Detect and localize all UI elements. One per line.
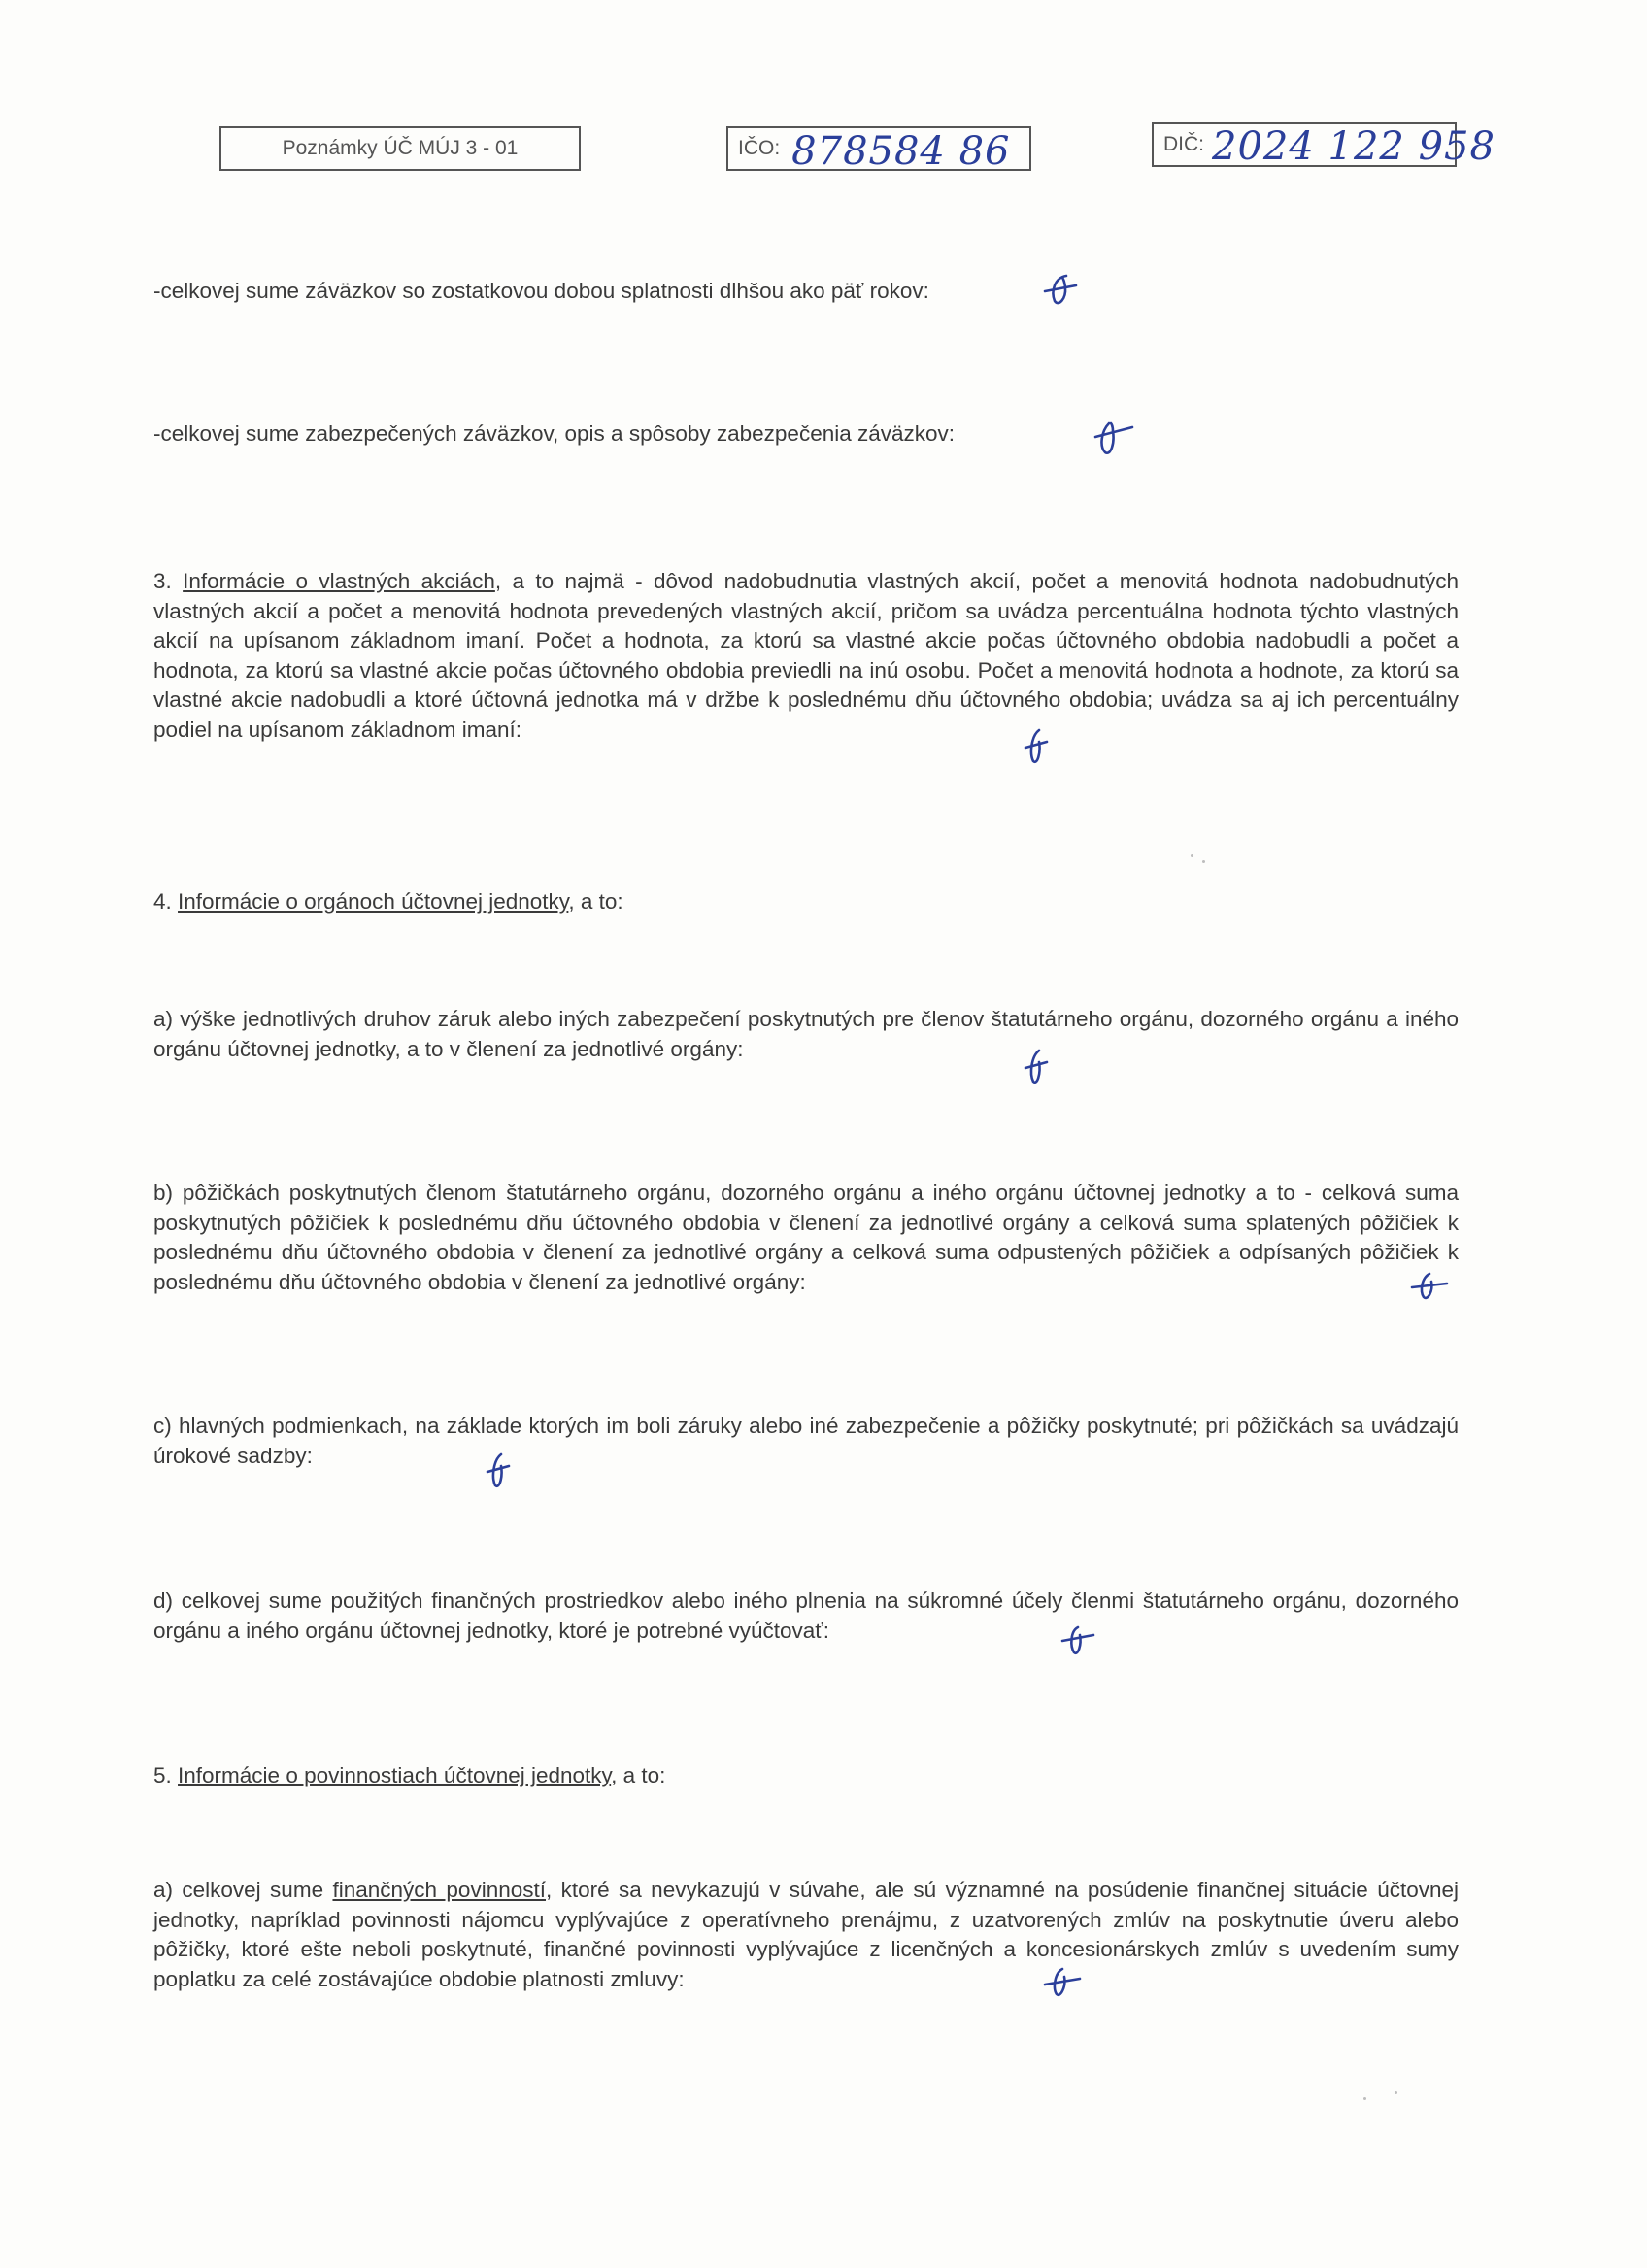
section-4-suffix: , a to: — [568, 889, 623, 914]
section-5-suffix: , a to: — [611, 1763, 666, 1787]
dic-handwritten-value: 2024 122 958 — [1212, 124, 1496, 169]
nil-mark-icon — [1020, 726, 1053, 769]
nil-mark-icon — [482, 1451, 515, 1493]
section-4-title: Informácie o orgánoch účtovnej jednotky — [178, 889, 569, 914]
dic-label: DIČ: — [1163, 133, 1204, 155]
section-3-number: 3. — [153, 569, 172, 593]
scan-speck — [1202, 860, 1205, 863]
form-label-box — [219, 126, 581, 171]
scan-speck — [1363, 2097, 1366, 2100]
section-3-paragraph — [153, 567, 1459, 745]
long-term-liabilities-line: -celkovej sume záväzkov so zostatkovou dobou splatnosti dlhšou ako päť rokov: — [153, 279, 929, 303]
scan-speck — [1395, 2091, 1397, 2094]
section-3-title: Informácie o vlastných akciách — [183, 569, 495, 593]
section-4d-paragraph: d) celkovej sume použitých finančných prostriedkov alebo iného plnenia na súkromné účely členmi štatutárneho orgánu, dozorného orgánu a iného orgánu účtovnej jednotky, ktoré je potrebné vyúčtovať: — [153, 1588, 1459, 1643]
section-4c-paragraph: c) hlavných podmienkach, na základe ktorých im boli záruky alebo iné zabezpečenie a pôžičky poskytnuté; pri pôžičkách sa uvádzajú úrokové sadzby: — [153, 1414, 1459, 1468]
section-5-number: 5. — [153, 1763, 172, 1787]
section-5a-underlined-term: finančných povinností — [332, 1878, 546, 1902]
nil-mark-icon — [1092, 417, 1136, 460]
ico-box — [726, 126, 1031, 174]
nil-mark-icon — [1059, 1621, 1097, 1660]
section-5a-prefix: a) celkovej sume — [153, 1878, 333, 1902]
secured-liabilities-line: -celkovej sume zabezpečených záväzkov, opis a spôsoby zabezpečenia záväzkov: — [153, 421, 956, 446]
section-4b-paragraph: b) pôžičkách poskytnutých členom štatutárneho orgánu, dozorného orgánu a iného orgánu účtovnej jednotky a to - celková suma poskytnutých pôžičiek k poslednému dňu účtovného obdobia v členení za jednotlivé orgány a celková suma splatených pôžičiek k poslednému dňu účtovného obdobia v členení za jednotlivé orgány a celková suma odpustených pôžičiek a odpísaných pôžičiek k poslednému dňu účtovného obdobia v členení za jednotlivé orgány: — [153, 1181, 1459, 1294]
section-5-title: Informácie o povinnostiach účtovnej jednotky — [178, 1763, 612, 1787]
section-5-heading — [153, 1761, 1125, 1791]
scan-speck — [1191, 854, 1193, 857]
nil-mark-icon — [1041, 270, 1080, 311]
section-5a-paragraph — [153, 1876, 1459, 1994]
section-4-heading — [153, 887, 1125, 917]
form-label: Poznámky ÚČ MÚJ 3 - 01 — [282, 137, 519, 159]
nil-mark-icon — [1408, 1270, 1451, 1303]
section-5a-rest: , ktoré sa nevykazujú v súvahe, ale sú významné na posúdenie finančnej situácie účtovnej jednotky, napríklad povinnosti nájomcu vyplývajúce z operatívneho prenájmu, z uzatvorených zmlúv na poskytnutie úveru alebo pôžičky, ktoré ešte neboli poskytnuté, finančné povinnosti vyplývajúce z licenčných a koncesionárskych zmlúv s uvedením sumy poplatku za celé zostávajúce obdobie platnosti zmluvy: — [153, 1878, 1459, 1991]
nil-mark-icon — [1041, 1965, 1084, 2002]
dic-box — [1152, 122, 1496, 169]
section-3-body: , a to najmä - dôvod nadobudnutia vlastných akcií, počet a menovitá hodnota nadobudnutých vlastných akcií a počet a menovitá hodnota prevedených vlastných akcií, pričom sa uvádza percentuálna hodnota týchto vlastných akcií na upísanom základnom imaní. Počet a hodnota, za ktorú sa vlastné akcie počas účtovného obdobia nadobudli a počet a hodnota, za ktorú sa vlastné akcie počas účtovného obdobia previedli na inú osobu. Počet a menovitá hodnota a hodnote, za ktorú sa vlastné akcie nadobudli a ktoré účtovná jednotka má v držbe k poslednému dňu účtovného obdobia; uvádza sa aj ich percentuálny podiel na upísanom základnom imaní: — [153, 569, 1459, 742]
ico-handwritten-value: 878584 86 — [791, 129, 1011, 174]
ico-label: IČO: — [738, 137, 781, 159]
section-4a-paragraph: a) výške jednotlivých druhov záruk alebo iných zabezpečení poskytnutých pre členov štatutárneho orgánu, dozorného orgánu a iného orgánu účtovnej jednotky, a to v členení za jednotlivé orgány: — [153, 1007, 1459, 1061]
nil-mark-icon — [1020, 1047, 1053, 1089]
section-4-number: 4. — [153, 889, 172, 914]
